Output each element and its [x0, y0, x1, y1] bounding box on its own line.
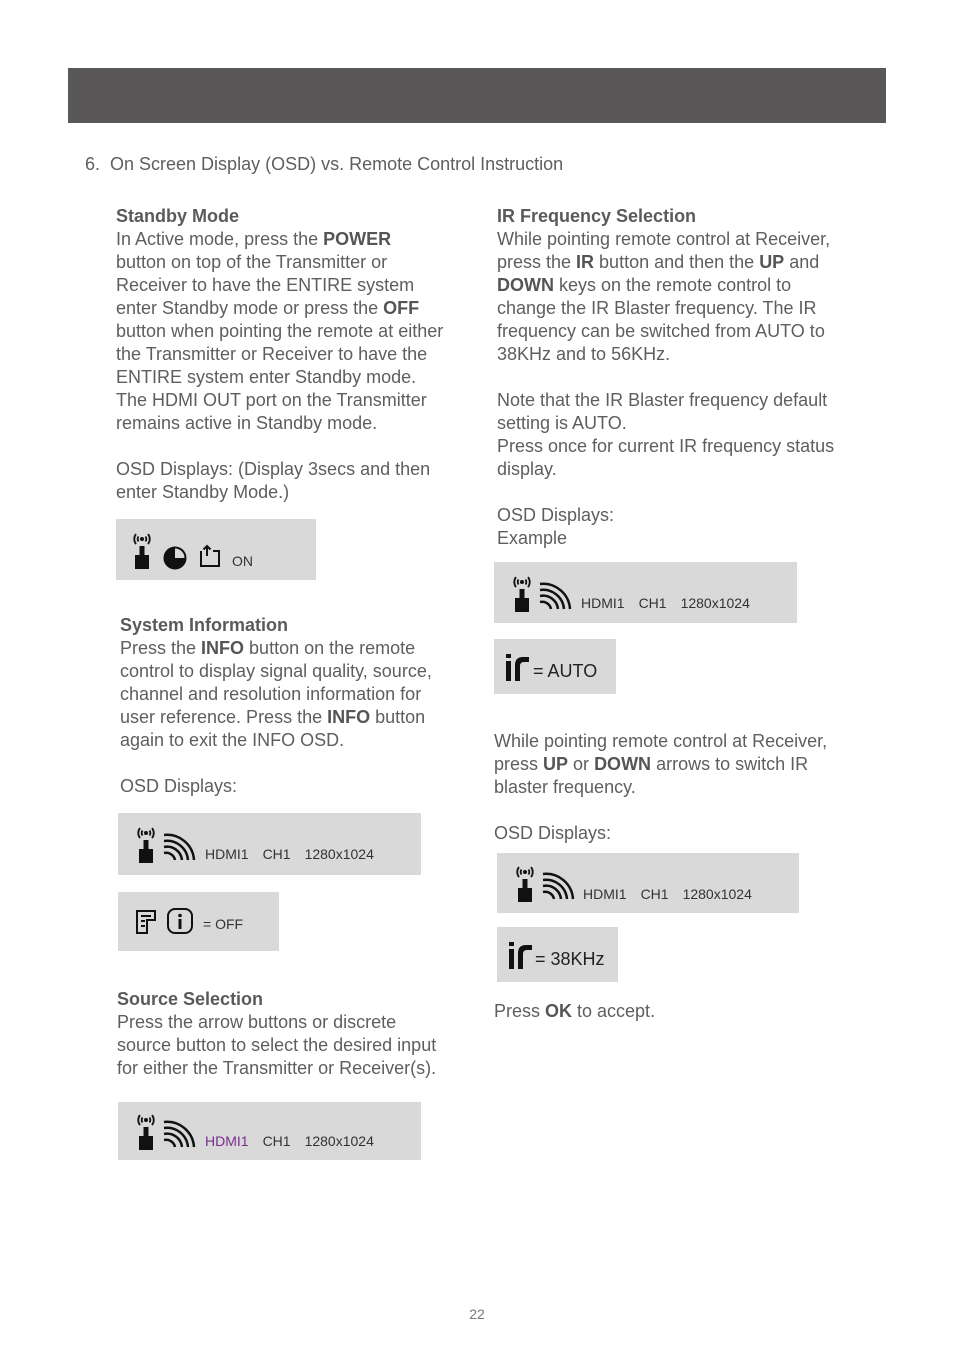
ir-frequency-block: IR Frequency Selection While pointing remote control at Receiver, press the IR button and then the UP and DOWN keys on the remote control to change the IR Blaster frequency. The IR frequency can be switched from AUTO to 38KHz and to 56KHz. Note that the IR Blaster frequency default setting is AUTO. Press once for current IR frequency status display. OSD Displays: Example — [497, 206, 835, 548]
antenna-signal-icon — [130, 529, 154, 571]
osd-ir-auto-value: = AUTO — [533, 661, 598, 681]
signal-strength-icon — [538, 580, 574, 612]
osd-sysinfo-text: HDMI1 CH1 1280x1024 — [205, 846, 374, 862]
ir-icon — [507, 939, 533, 971]
osd-ir-example-text: HDMI1 CH1 1280x1024 — [581, 595, 750, 611]
osd-source-highlight: HDMI1 — [205, 1133, 249, 1149]
osd-standby-value: ON — [232, 553, 253, 569]
osd-ir-auto-display — [494, 639, 616, 694]
osd-ir-example-display — [494, 562, 797, 623]
antenna-signal-icon — [134, 823, 158, 865]
section-title: 6. On Screen Display (OSD) vs. Remote Control Instruction — [85, 154, 564, 174]
ir-switch-block: While pointing remote control at Receiver, press UP or DOWN arrows to switch IR blaster frequency. OSD Displays: — [494, 731, 828, 843]
antenna-signal-icon — [510, 572, 534, 614]
moon-icon — [162, 545, 188, 571]
source-heading: Source Selection — [117, 989, 264, 1009]
system-information-block: System Information Press the INFO button on the remote control to display signal quality, source, channel and resolution information for user reference. Press the INFO button again to exit the INFO OSD. OSD Displays: — [120, 615, 432, 796]
signal-strength-icon — [162, 1118, 198, 1150]
info-icon — [166, 907, 194, 935]
source-selection-block: Source Selection Press the arrow buttons or discrete source button to select the desired input for either the Transmitter or Receiver(s). — [117, 989, 437, 1078]
ir-heading: IR Frequency Selection — [497, 206, 697, 226]
ir-icon — [504, 651, 530, 683]
standby-heading: Standby Mode — [116, 206, 240, 226]
sysinfo-heading: System Information — [120, 615, 289, 635]
osd-source-text: HDMI1 CH1 1280x1024 — [205, 1133, 374, 1149]
osd-ir-38khz-display — [497, 927, 618, 982]
osd-ir-switch-display — [497, 853, 799, 913]
page-number: 22 — [469, 1306, 485, 1322]
osd-info-off-display — [118, 892, 279, 951]
signal-strength-icon — [541, 870, 577, 902]
antenna-signal-icon — [513, 862, 537, 904]
osd-source-display — [118, 1102, 421, 1160]
signal-strength-icon — [162, 831, 198, 863]
osd-ir-switch-text: HDMI1 CH1 1280x1024 — [583, 886, 752, 902]
header-bar — [68, 68, 886, 123]
osd-sysinfo-display — [118, 813, 421, 875]
osd-ir-38khz-value: = 38KHz — [535, 949, 605, 969]
menu-icon — [134, 909, 158, 935]
osd-standby-display — [116, 519, 316, 580]
osd-info-off-value: = OFF — [203, 916, 244, 932]
antenna-signal-icon — [134, 1110, 158, 1152]
standby-eject-icon — [198, 543, 222, 569]
standby-mode-block: Standby Mode In Active mode, press the POWER button on top of the Transmitter or Receiver to have the ENTIRE system enter Standby mode or press the OFF button when pointing the remote at either the Transmitter or Receiver to have the ENTIRE system enter Standby mode. The HDMI OUT port on the Transmitter remains active in Standby mode. OSD Displays: (Display 3secs and then enter Standby Mode.) — [116, 206, 444, 502]
accept-instruction: Press OK to accept. — [494, 1001, 656, 1021]
